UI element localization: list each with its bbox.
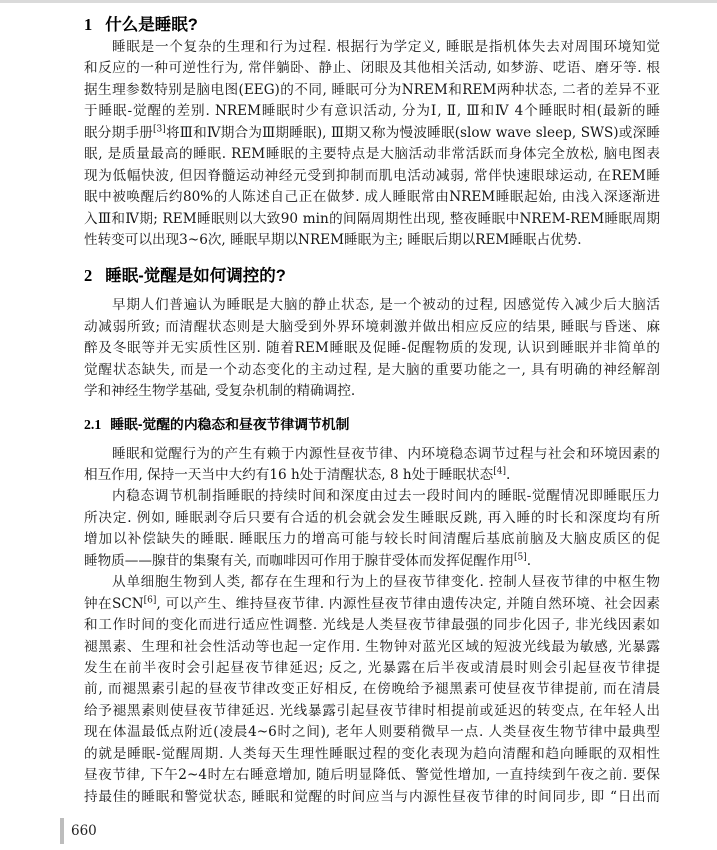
text-line: 眠分期手册[3]将Ⅲ和Ⅳ期合为Ⅲ期睡眠), Ⅲ期又称为慢波睡眠(slow wave sleep, SWS)或深睡 [84, 124, 660, 141]
heading-title: 睡眠-觉醒的内稳态和昼夜节律调节机制 [110, 416, 350, 432]
text-line: 据生理参数特别是脑电图(EEG)的不同, 睡眠可分为NREM和REM两种状态, 二者的差异不亚 [84, 81, 660, 98]
text-line: 前, 而褪黑素引起的昼夜节律改变正好相反, 在傍晚给予褪黑素可使昼夜节律提前, 而在清晨 [84, 681, 660, 698]
text-line: 发生在前半夜时会引起昼夜节律延迟; 反之, 光暴露在后半夜或清晨时则会引起昼夜节律提 [84, 659, 660, 676]
text-line: 昼夜节律, 下午2~4时左右睡意增加, 随后明显降低、警觉性增加, 一直持续到午夜之前. 要保 [84, 767, 660, 784]
paragraph [84, 295, 660, 402]
footer-rule [60, 818, 64, 844]
text-line: 褪黑素、生理和社会性活动等也起一定作用. 生物钟对蓝光区域的短波光线最为敏感, 光暴露 [84, 638, 660, 655]
text-line: 和反应的一种可逆性行为, 常伴躺卧、静止、闭眼及其他相关活动, 如梦游、呓语、磨牙等. 根 [84, 60, 660, 77]
paragraph [84, 37, 660, 251]
text-line: 和工作时间的变化而进行适应性调整. 光线是人类昼夜节律最强的同步化因子, 非光线因素如 [84, 617, 660, 634]
text-line: 内稳态调节机制指睡眠的持续时间和深度由过去一段时间内的睡眠-觉醒情况即睡眠压力 [112, 488, 660, 505]
text-line: 早期人们普遍认为睡眠是大脑的静止状态, 是一个被动的过程, 因感觉传入减少后大脑活 [112, 297, 660, 314]
text-line: 持最佳的睡眠和警觉状态, 睡眠和觉醒的时间应当与内源性昼夜节律的时间同步, 即 “日出而 [84, 788, 660, 805]
text-line: 醉及冬眠等并无实质性区别. 随着REM睡眠及促睡-促醒物质的发现, 认识到睡眠并非简单的 [84, 340, 660, 357]
text-line: 的就是睡眠-觉醒周期. 人类每天生理性睡眠过程的变化表现为趋向清醒和趋向睡眠的双相性 [84, 745, 660, 762]
text-line: 钟在SCN[6], 可以产生、维持昼夜节律. 内源性昼夜节律由遗传决定, 并随自然环境、社会因素 [84, 595, 660, 612]
text-line: 眠中被唤醒后约80%的人陈述自己正在做梦. 成人睡眠常由NREM睡眠起始, 由浅入深逐渐进 [84, 189, 660, 206]
text-line: 从单细胞生物到人类, 都存在生理和行为上的昼夜节律变化. 控制人昼夜节律的中枢生物 [112, 574, 660, 591]
text-line: 学和神经生物学基础, 受复杂机制的精确调控. [84, 383, 356, 400]
text-line: 动减弱所致; 而清醒状态则是大脑受到外界环境刺激并做出相应反应的结果, 睡眠与昏迷、麻 [84, 318, 660, 335]
page-number: 660 [71, 823, 97, 839]
text-line: 性转变可以出现3~6次, 睡眠早期以NREM睡眠为主; 睡眠后期以REM睡眠占优势. [84, 231, 582, 248]
text-line: 睡眠和觉醒行为的产生有赖于内源性昼夜节律、内环境稳态调节过程与社会和环境因素的 [112, 445, 660, 462]
text-line: 现为低幅快波, 但因脊髓运动神经元受到抑制而肌电活动减弱, 常伴快速眼球运动, 在REM睡 [84, 167, 660, 184]
heading-title: 什么是睡眠? [105, 16, 198, 34]
section-heading-1 [84, 14, 660, 36]
heading-number: 2 [84, 266, 93, 286]
text-line: 相互作用, 保持一天当中大约有16 h处于清醒状态, 8 h处于睡眠状态[4]. [84, 466, 511, 483]
text-line: 增加以补偿缺失的睡眠. 睡眠压力的增高可能与较长时间清醒后基底前脑及大脑皮质区的促 [84, 531, 660, 548]
heading-title: 睡眠-觉醒是如何调控的? [105, 267, 286, 286]
heading-number: 2.1 [84, 416, 102, 432]
text-line: 所决定. 例如, 睡眠剥夺后只要有合适的机会就会发生睡眠反跳, 再入睡的时长和深度均有所 [84, 509, 660, 526]
page-footer [60, 818, 97, 844]
section-heading-2 [84, 265, 660, 287]
text-line: 现在体温最低点附近(凌晨4~6时之间), 老年人则要稍微早一点. 人类昼夜生物节律中最典型 [84, 724, 660, 741]
paragraph [84, 486, 660, 572]
text-line: 睡物质——腺苷的集聚有关, 而咖啡因可作用于腺苷受体而发挥促醒作用[5]. [84, 552, 532, 569]
text-line: 于睡眠-觉醒的差别. NREM睡眠时少有意识活动, 分为Ⅰ, Ⅱ, Ⅲ和Ⅳ 4个睡眠时相(最新的睡 [84, 103, 660, 120]
page-content [84, 0, 660, 808]
subsection-heading-2.1 [84, 415, 660, 435]
paragraph [84, 444, 660, 487]
text-line: 眠, 是质量最高的睡眠. REM睡眠的主要特点是大脑活动非常活跃而身体完全放松, 脑电图表 [84, 146, 660, 163]
heading-number: 1 [84, 15, 93, 34]
text-line: 觉醒状态缺失, 而是一个动态变化的主动过程, 是大脑的重要功能之一, 具有明确的神经解剖 [84, 361, 660, 378]
paragraph [84, 572, 660, 808]
text-line: 入Ⅲ和Ⅳ期; REM睡眠则以大致90 min的间隔周期性出现, 整夜睡眠中NREM-REM睡眠周期 [84, 210, 660, 227]
text-line: 睡眠是一个复杂的生理和行为过程. 根据行为学定义, 睡眠是指机体失去对周围环境知觉 [112, 39, 660, 55]
text-line: 给予褪黑素则使昼夜节律延迟. 光线暴露引起昼夜节律时相提前或延迟的转变点, 在年轻人出 [84, 702, 660, 719]
